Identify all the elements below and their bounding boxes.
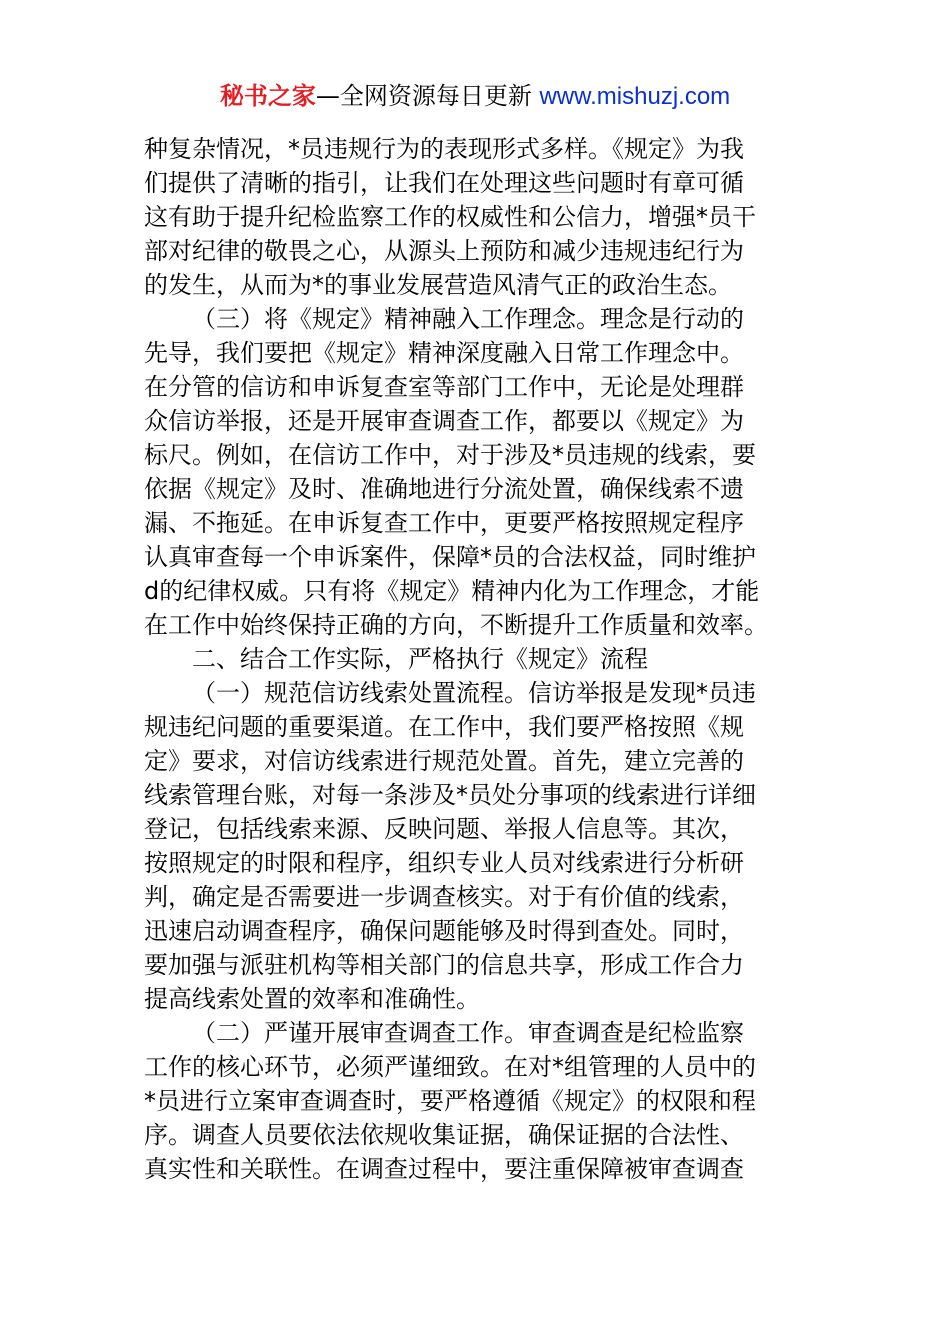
text-line: 依据《规定》及时、准确地进行分流处置，确保线索不遗 (144, 475, 744, 503)
text-line: 序。调查人员要依法依规收集证据，确保证据的合法性、 (144, 1121, 744, 1149)
text-line: 在工作中始终保持正确的方向，不断提升工作质量和效率。 (144, 611, 768, 639)
text-line: 判，确定是否需要进一步调查核实。对于有价值的线索， (144, 883, 744, 911)
text-line: d的纪律权威。只有将《规定》精神内化为工作理念，才能 (144, 577, 760, 605)
text-line: 定》要求，对信访线索进行规范处置。首先，建立完善的 (144, 747, 744, 775)
text-line: 工作的核心环节，必须严谨细致。在对*组管理的人员中的 (144, 1053, 756, 1081)
site-slogan: —全网资源每日更新 (315, 82, 532, 110)
text-line: 登记，包括线索来源、反映问题、举报人信息等。其次， (144, 815, 744, 843)
text-line: 按照规定的时限和程序，组织专业人员对线索进行分析研 (144, 849, 744, 877)
text-line: 要加强与派驻机构等相关部门的信息共享，形成工作合力 (144, 951, 744, 979)
text-line: 提高线索处置的效率和准确性。 (144, 985, 480, 1013)
site-brand: 秘书之家 (219, 82, 316, 110)
text-line: 二、结合工作实际，严格执行《规定》流程 (192, 645, 648, 673)
text-line: 的发生，从而为*的事业发展营造风清气正的政治生态。 (144, 271, 732, 299)
text-line: 在分管的信访和申诉复查室等部门工作中，无论是处理群 (144, 373, 744, 401)
text-line: 规违纪问题的重要渠道。在工作中，我们要严格按照《规 (144, 713, 744, 741)
text-line: 标尺。例如，在信访工作中，对于涉及*员违规的线索，要 (144, 441, 756, 469)
text-line: 们提供了清晰的指引，让我们在处理这些问题时有章可循 (144, 169, 744, 197)
text-line: 真实性和关联性。在调查过程中，要注重保障被审查调查 (144, 1155, 744, 1183)
text-line: 认真审查每一个申诉案件，保障*员的合法权益，同时维护 (144, 543, 756, 571)
site-url-link[interactable]: www.mishuzj.com (539, 83, 731, 110)
text-line: （三）将《规定》精神融入工作理念。理念是行动的 (192, 305, 744, 333)
text-line: 线索管理台账，对每一条涉及*员处分事项的线索进行详细 (144, 781, 756, 809)
document-body (144, 132, 808, 1186)
site-header (0, 80, 950, 113)
text-line: 这有助于提升纪检监察工作的权威性和公信力，增强*员干 (144, 203, 756, 231)
text-line: 众信访举报，还是开展审查调查工作，都要以《规定》为 (144, 407, 744, 435)
text-line: 漏、不拖延。在申诉复查工作中，更要严格按照规定程序 (144, 509, 744, 537)
text-line: *员进行立案审查调查时，要严格遵循《规定》的权限和程 (144, 1087, 756, 1115)
text-line: 先导，我们要把《规定》精神深度融入日常工作理念中。 (144, 339, 744, 367)
text-line: （一）规范信访线索处置流程。信访举报是发现*员违 (192, 679, 756, 707)
text-line: 迅速启动调查程序，确保问题能够及时得到查处。同时， (144, 917, 744, 945)
text-line: 部对纪律的敬畏之心，从源头上预防和减少违规违纪行为 (144, 237, 744, 265)
text-line: 种复杂情况，*员违规行为的表现形式多样。《规定》为我 (144, 135, 744, 163)
text-line: （二）严谨开展审查调查工作。审查调查是纪检监察 (192, 1019, 744, 1047)
